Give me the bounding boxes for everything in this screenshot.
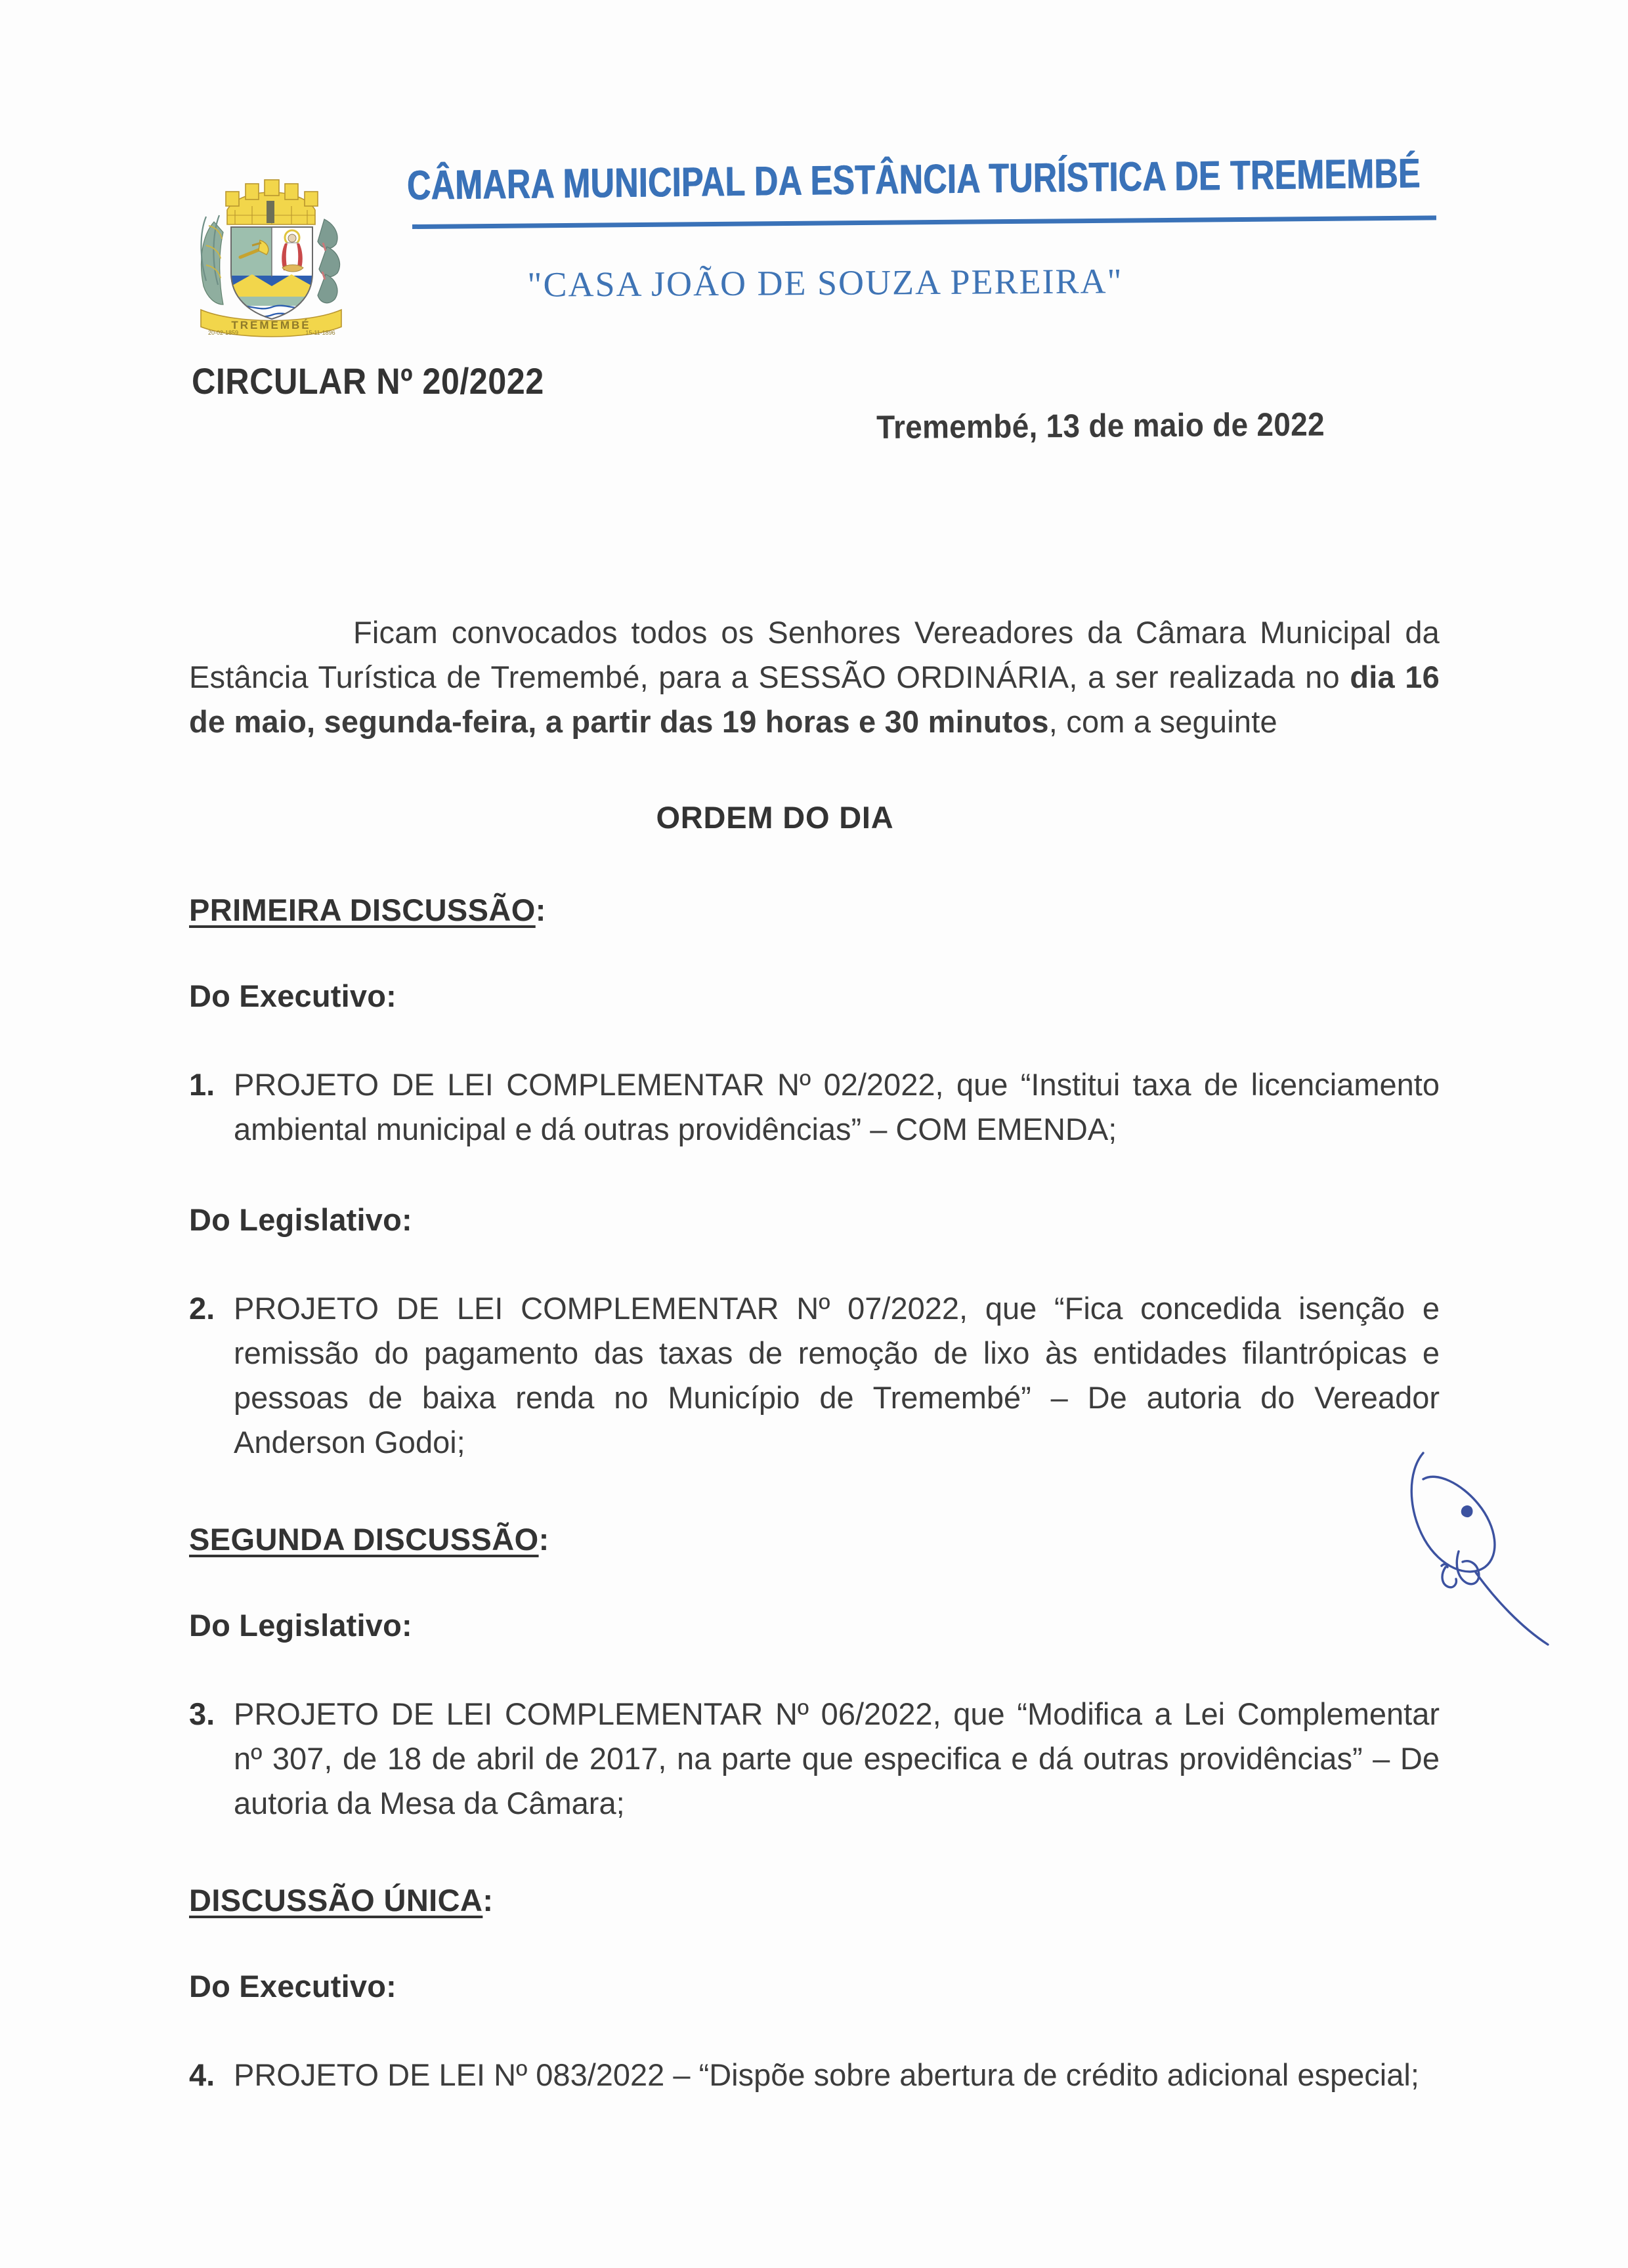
agenda-item-text: PROJETO DE LEI COMPLEMENTAR Nº 06/2022, que “Modifica a Lei Complementar nº 307, de 18 de abril de 2017, na parte que especifica e dá outras providências” – De autoria da Mesa da Câmara;: [234, 1696, 1440, 1820]
agenda-item-number: 4.: [189, 2057, 215, 2092]
convocation-text-part1: Ficam convocados todos os Senhores Vereadores da Câmara Municipal da Estância Turística de Tremembé, para a SESSÃO ORDINÁRIA, a ser realizada no: [189, 615, 1440, 694]
section-heading-colon: :: [538, 1522, 549, 1557]
agenda-item-1: [189, 1062, 1440, 1152]
crest-banner-date-right: 15-11-1896: [305, 329, 335, 336]
agenda-item-number: 2.: [189, 1291, 215, 1326]
agenda-item-number: 1.: [189, 1067, 215, 1102]
crest-banner-date-left: 20-02-1859: [207, 329, 239, 336]
crest-mural-crown: [226, 180, 318, 224]
coat-of-arms-crest: [189, 169, 353, 341]
section-heading-text: DISCUSSÃO ÚNICA: [189, 1883, 483, 1918]
convocation-session-datetime: dia 16 de maio, segunda-feira, a partir das 19 horas e 30 minutos: [189, 660, 1440, 739]
section-heading-discussao-unica: [189, 1882, 1440, 1918]
document-body: [189, 610, 1440, 2097]
agenda-title: ORDEM DO DIA: [656, 800, 894, 835]
agenda-item-3: [189, 1692, 1440, 1826]
section-heading-segunda-discussao: [189, 1521, 1440, 1557]
convocation-paragraph: [189, 610, 1440, 744]
organization-title: CÂMARA MUNICIPAL DA ESTÂNCIA TURÍSTICA DE TREMEMBÉ: [406, 150, 1421, 209]
agenda-item-4: [189, 2053, 1440, 2097]
place-and-date: Tremembé, 13 de maio de 2022: [876, 406, 1325, 446]
section-heading-colon: :: [535, 892, 546, 927]
section-heading-primeira-discussao: [189, 892, 1440, 928]
section-heading-text: SEGUNDA DISCUSSÃO: [189, 1522, 539, 1557]
section-heading-text: PRIMEIRA DISCUSSÃO: [189, 892, 536, 927]
letterhead: [0, 0, 1628, 341]
group-label-executivo-2: Do Executivo:: [189, 1969, 396, 2004]
organization-subtitle: "CASA JOÃO DE SOUZA PEREIRA": [527, 261, 1123, 304]
agenda-item-text: PROJETO DE LEI Nº 083/2022 – “Dispõe sobre abertura de crédito adicional especial;: [234, 2057, 1419, 2092]
organization-title-rule: [412, 215, 1436, 229]
group-label-executivo-1: Do Executivo:: [189, 978, 396, 1013]
section-heading-colon: :: [482, 1883, 494, 1918]
convocation-text-part2: , com a seguinte: [1048, 704, 1277, 739]
agenda-item-text: PROJETO DE LEI COMPLEMENTAR Nº 02/2022, que “Institui taxa de licenciamento ambiental municipal e dá outras providências” – COM EMENDA;: [234, 1067, 1440, 1146]
group-label-legislativo-2: Do Legislativo:: [189, 1608, 412, 1643]
agenda-item-number: 3.: [189, 1696, 215, 1731]
crest-svg: [189, 169, 353, 341]
group-label-legislativo-1: Do Legislativo:: [189, 1202, 412, 1237]
crest-banner-text: TREMEMBÉ: [231, 319, 311, 331]
circular-number: CIRCULAR Nº 20/2022: [192, 360, 544, 402]
agenda-item-text: PROJETO DE LEI COMPLEMENTAR Nº 07/2022, que “Fica concedida isenção e remissão do pagamento das taxas de remoção de lixo às entidades filantrópicas e pessoas de baixa renda no Município de Tremembé” – De autoria do Vereador Anderson Godoi;: [234, 1291, 1440, 1460]
agenda-item-2: [189, 1286, 1440, 1465]
